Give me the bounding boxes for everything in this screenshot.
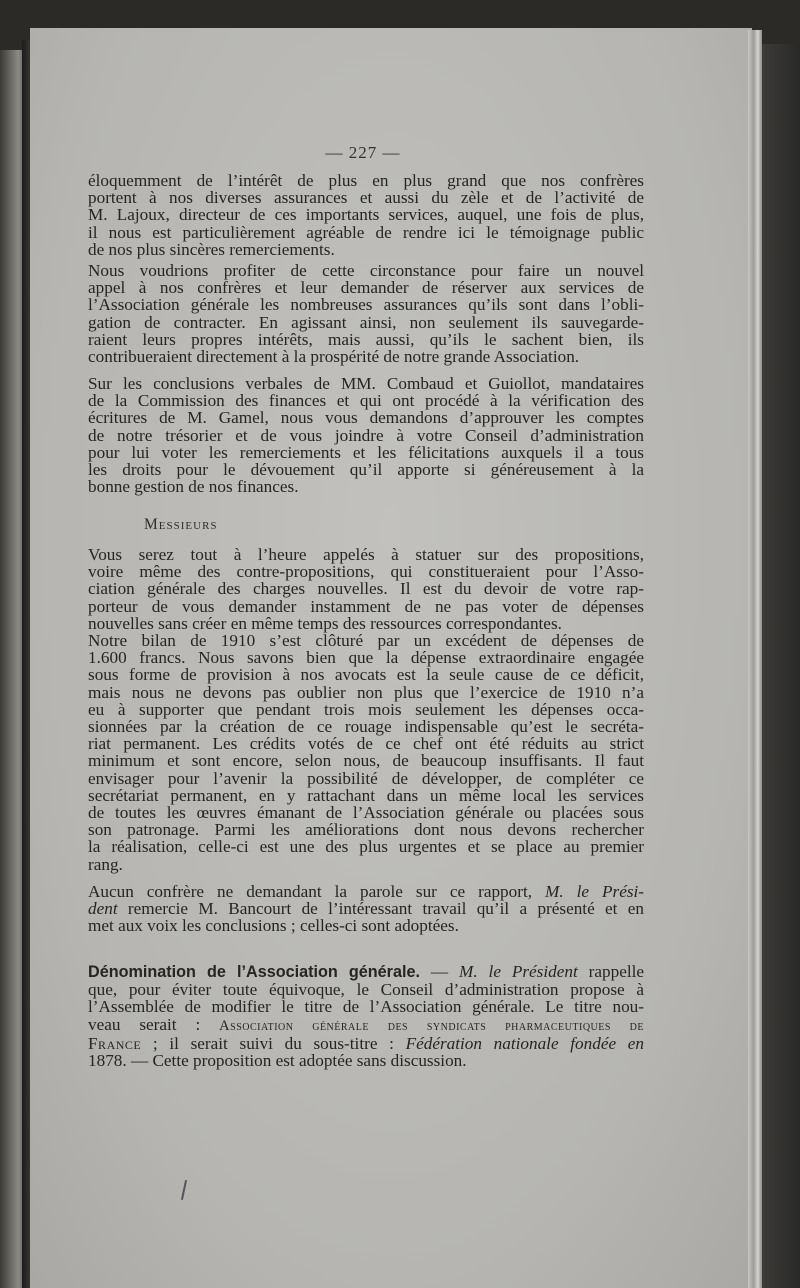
section-heading: Messieurs bbox=[144, 516, 218, 533]
paragraph-2 bbox=[88, 262, 644, 365]
text-line: eu à supporter que pendant trois mois seulement les dépenses occa- bbox=[88, 699, 644, 719]
text-line: que, pour éviter toute équivoque, le Conseil d’administration propose à bbox=[88, 980, 644, 1000]
text-line: Notre bilan de 1910 s’est clôturé par un excédent de dépenses de bbox=[88, 631, 644, 650]
text-line: éloquemment de l’intérêt de plus en plus grand que nos confrères bbox=[88, 171, 644, 190]
text-line: Dénomination de l’Association générale. — M. le Président rappelle bbox=[88, 962, 645, 981]
text-line: écritures de M. Gamel, nous vous demandons d’approuver les comptes bbox=[88, 408, 644, 428]
text-line: il nous est particulièrement agréable de rendre ici le témoignage public bbox=[88, 222, 644, 242]
page-stack-edge bbox=[748, 30, 762, 1288]
text-line: 1.600 francs. Nous savons bien que la dépense extraordinaire engagée bbox=[88, 648, 644, 668]
text-line: minimum et sont encore, selon nous, de beaucoup insuffisants. Il faut bbox=[88, 751, 644, 771]
text-line: la réalisation, celle-ci est une des plus urgentes et se place au premier bbox=[88, 837, 644, 857]
section-title: Dénomination de l’Association générale. bbox=[88, 963, 420, 981]
page-number: — 227 — bbox=[325, 143, 401, 162]
text-line: portent à nos diverses assurances et aussi du zèle et de l’activité de bbox=[88, 188, 644, 208]
text-line: Vous serez tout à l’heure appelés à statuer sur des propositions, bbox=[88, 545, 644, 564]
paragraph-4 bbox=[88, 546, 644, 632]
text-line: secrétariat permanent, en y rattachant dans un même local les services bbox=[88, 785, 644, 805]
text-line: mais nous ne devons pas oublier non plus que l’exercice de 1910 n’a bbox=[88, 682, 644, 702]
paragraph-1 bbox=[88, 172, 644, 258]
text-line: voire même des contre-propositions, qui constitueraient pour l’Asso- bbox=[88, 562, 644, 582]
text-line: Nous voudrions profiter de cette circonstance pour faire un nouvel bbox=[88, 261, 644, 280]
text-line: appel à nos confrères et leur demander de réserver aux services de bbox=[88, 278, 644, 298]
text-line: met aux voix les conclusions ; celles-ci sont adoptées. bbox=[88, 916, 459, 936]
paragraph-5 bbox=[88, 632, 644, 873]
text-line: contribueraient directement à la prospérité de notre grande Association. bbox=[88, 347, 580, 367]
text-line: ciation générale des charges nouvelles. Il est du devoir de votre rap- bbox=[88, 579, 644, 599]
text-line: rang. bbox=[88, 854, 123, 874]
text-line: de nos plus sincères remerciements. bbox=[88, 239, 335, 259]
text-line: pour lui voter les remerciements et les félicitations auxquels il a tous bbox=[88, 442, 644, 462]
text-line: de la Commission des finances et qui ont procédé à la vérification des bbox=[88, 391, 644, 411]
text-line: de notre trésorier et de vous joindre à votre Conseil d’administration bbox=[88, 425, 644, 445]
text-line: sous forme de provision à nos avocats est la seule cause de ce déficit, bbox=[88, 665, 644, 685]
text-line: de toutes les œuvres émanant de l’Association générale ou placées sous bbox=[88, 803, 644, 823]
text-line: sionnées par la création de ce rouage indispensable qu’est le secréta- bbox=[88, 717, 644, 737]
text-line: l’Assemblée de modifier le titre de l’Association générale. Le titre nou- bbox=[88, 997, 644, 1017]
text-line: bonne gestion de nos finances. bbox=[88, 477, 299, 497]
text-line: dent remercie M. Bancourt de l’intéressant travail qu’il a présenté et en bbox=[88, 899, 644, 919]
text-line: Sur les conclusions verbales de MM. Combaud et Guiollot, mandataires bbox=[88, 374, 644, 393]
text-line: veau serait : Association générale des syndicats pharmaceutiques de bbox=[88, 1014, 644, 1034]
paragraph-7 bbox=[88, 963, 644, 1069]
text-line: nouvelles sans créer en même temps des ressources correspondantes. bbox=[88, 613, 562, 633]
text-line: son patronage. Parmi les améliorations dont nous devons rechercher bbox=[88, 820, 644, 840]
text-line: 1878. — Cette proposition est adoptée sans discussion. bbox=[88, 1051, 467, 1071]
text-line: gation de contracter. En agissant ainsi, non seulement ils sauvegarde- bbox=[88, 312, 644, 332]
text-line: Aucun confrère ne demandant la parole sur ce rapport, M. le Prési- bbox=[88, 882, 645, 901]
text-line: raient leurs propres intérêts, mais aussi, qu’ils le sachent bien, ils bbox=[88, 329, 644, 349]
text-line: riat permanent. Les crédits votés de ce chef ont été réduits au strict bbox=[88, 734, 644, 754]
paragraph-3 bbox=[88, 375, 644, 495]
text-line: envisager pour l’avenir la possibilité de développer, de compléter ce bbox=[88, 768, 644, 788]
text-line: les droits pour le dévouement qu’il apporte si généreusement à la bbox=[88, 460, 644, 480]
paragraph-6 bbox=[88, 883, 644, 935]
text-line: l’Association générale les nombreuses assurances qu’ils sont dans l’obli- bbox=[88, 295, 644, 315]
text-line: porteur de vous demander instamment de ne pas voter de dépenses bbox=[88, 596, 644, 616]
text-line: M. Lajoux, directeur de ces importants services, auquel, une fois de plus, bbox=[88, 205, 644, 225]
text-line: France ; il serait suivi du sous-titre : Fédération nationale fondée en bbox=[88, 1033, 644, 1053]
background-right bbox=[762, 44, 800, 1288]
